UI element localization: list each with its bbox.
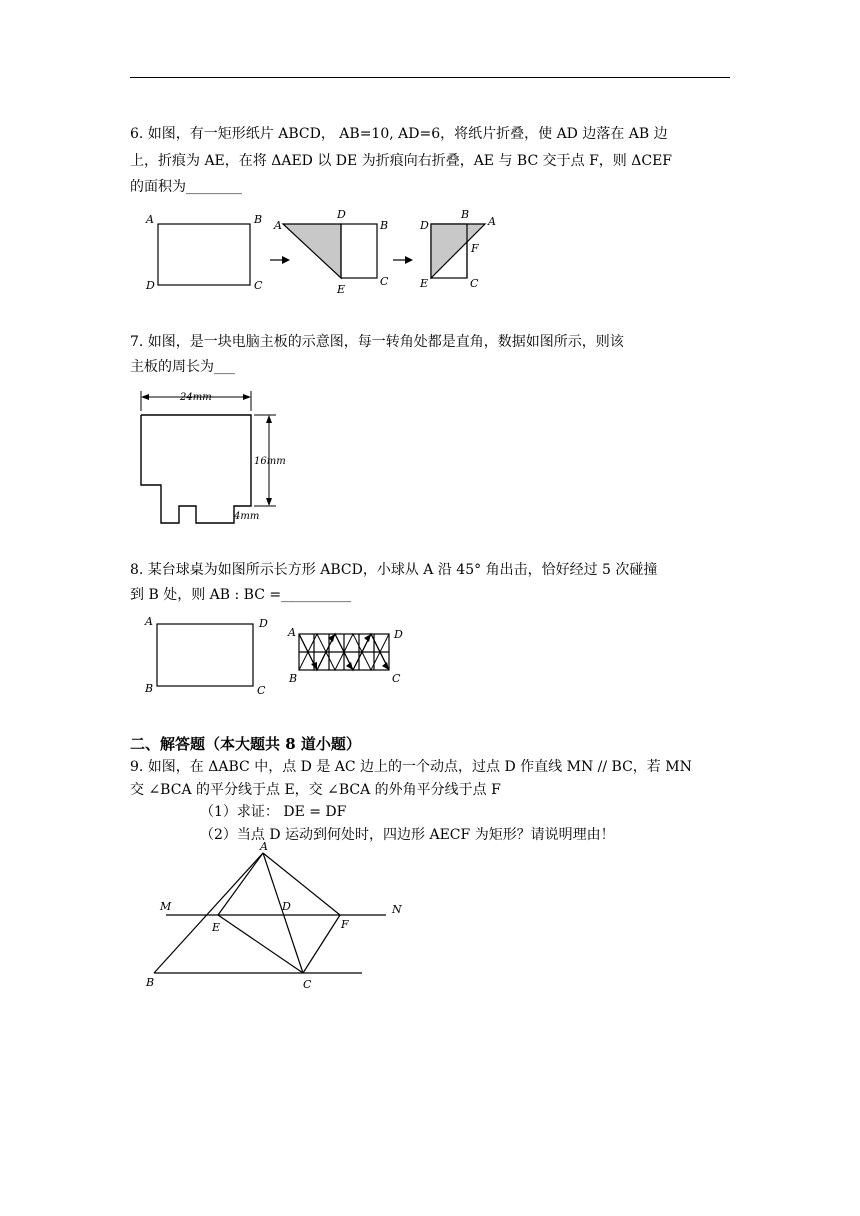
dimension-bottom: 4mm bbox=[234, 511, 260, 522]
arrow-head-icon bbox=[364, 634, 371, 642]
question-6-figure bbox=[130, 205, 530, 305]
label-d: D bbox=[146, 279, 155, 292]
label-c: C bbox=[380, 275, 389, 288]
label-a: A bbox=[488, 215, 496, 228]
label-d: D bbox=[420, 219, 429, 232]
dimension-top: 24mm bbox=[180, 392, 212, 403]
label-f: F bbox=[341, 918, 349, 931]
arrow-head-icon bbox=[282, 256, 290, 264]
label-a: A bbox=[288, 626, 296, 639]
question-7-line-1: 7. 如图，是一块电脑主板的示意图，每一转角处都是直角，数据如图所示，则该 bbox=[130, 334, 624, 350]
label-e: E bbox=[212, 921, 221, 934]
label-a: A bbox=[274, 219, 282, 232]
label-b: B bbox=[254, 213, 263, 226]
arrow-head-icon bbox=[382, 662, 389, 670]
label-a: A bbox=[146, 213, 154, 226]
label-c: C bbox=[392, 672, 401, 685]
question-6-line-3: 的面积为________ bbox=[130, 179, 242, 195]
label-f: F bbox=[471, 242, 479, 255]
label-d: D bbox=[282, 900, 291, 913]
arrow-head-icon bbox=[346, 662, 353, 670]
label-e: E bbox=[337, 283, 346, 296]
question-9-line-2: 交 ∠BCA 的平分线于点 E，交 ∠BCA 的外角平分线于点 F bbox=[130, 782, 501, 798]
question-9-line-1: 9. 如图，在 ΔABC 中，点 D 是 AC 边上的一个动点，过点 D 作直线 MN // BC，若 MN bbox=[130, 759, 692, 775]
arrow-head-icon bbox=[405, 256, 413, 264]
label-a: A bbox=[260, 840, 268, 853]
question-7-line-2: 主板的周长为___ bbox=[130, 359, 235, 375]
label-b: B bbox=[380, 219, 389, 232]
label-b: B bbox=[289, 672, 298, 685]
label-b: B bbox=[146, 976, 155, 989]
question-6-line-2: 上，折痕为 AE，在将 ΔAED 以 DE 为折痕向右折叠，AE 与 BC 交于点 F，则 ΔCEF bbox=[130, 153, 672, 169]
label-e: E bbox=[420, 277, 429, 290]
label-c: C bbox=[303, 978, 312, 991]
question-9-figure bbox=[140, 840, 420, 995]
question-7-figure bbox=[130, 385, 300, 530]
label-c: C bbox=[254, 279, 263, 292]
question-8-line-1: 8. 某台球桌为如图所示长方形 ABCD，小球从 A 沿 45° 角出击，恰好经过 5 次碰撞 bbox=[130, 562, 658, 578]
label-d: D bbox=[259, 617, 268, 630]
question-6-line-1: 6. 如图，有一矩形纸片 ABCD， AB=10, AD=6，将纸片折叠，使 AD 边落在 AB 边 bbox=[130, 126, 668, 142]
label-n: N bbox=[392, 903, 402, 916]
label-d: D bbox=[337, 208, 346, 221]
question-8-figure bbox=[140, 612, 420, 702]
header-rule bbox=[130, 77, 730, 78]
label-b: B bbox=[461, 208, 470, 221]
label-d: D bbox=[394, 628, 403, 641]
label-m: M bbox=[160, 900, 172, 913]
question-9-part-1: （1）求证： DE = DF bbox=[200, 804, 347, 820]
question-9-part-2: （2）当点 D 运动到何处时，四边形 AECF 为矩形？请说明理由！ bbox=[200, 827, 615, 843]
question-8-line-2: 到 B 处，则 AB : BC =__________ bbox=[130, 587, 352, 603]
label-a: A bbox=[145, 615, 153, 628]
label-b: B bbox=[145, 682, 154, 695]
section-heading: 二、解答题（本大题共 8 道小题） bbox=[130, 735, 361, 753]
label-c: C bbox=[257, 684, 266, 697]
label-c: C bbox=[470, 277, 479, 290]
dimension-right: 16mm bbox=[254, 456, 286, 467]
